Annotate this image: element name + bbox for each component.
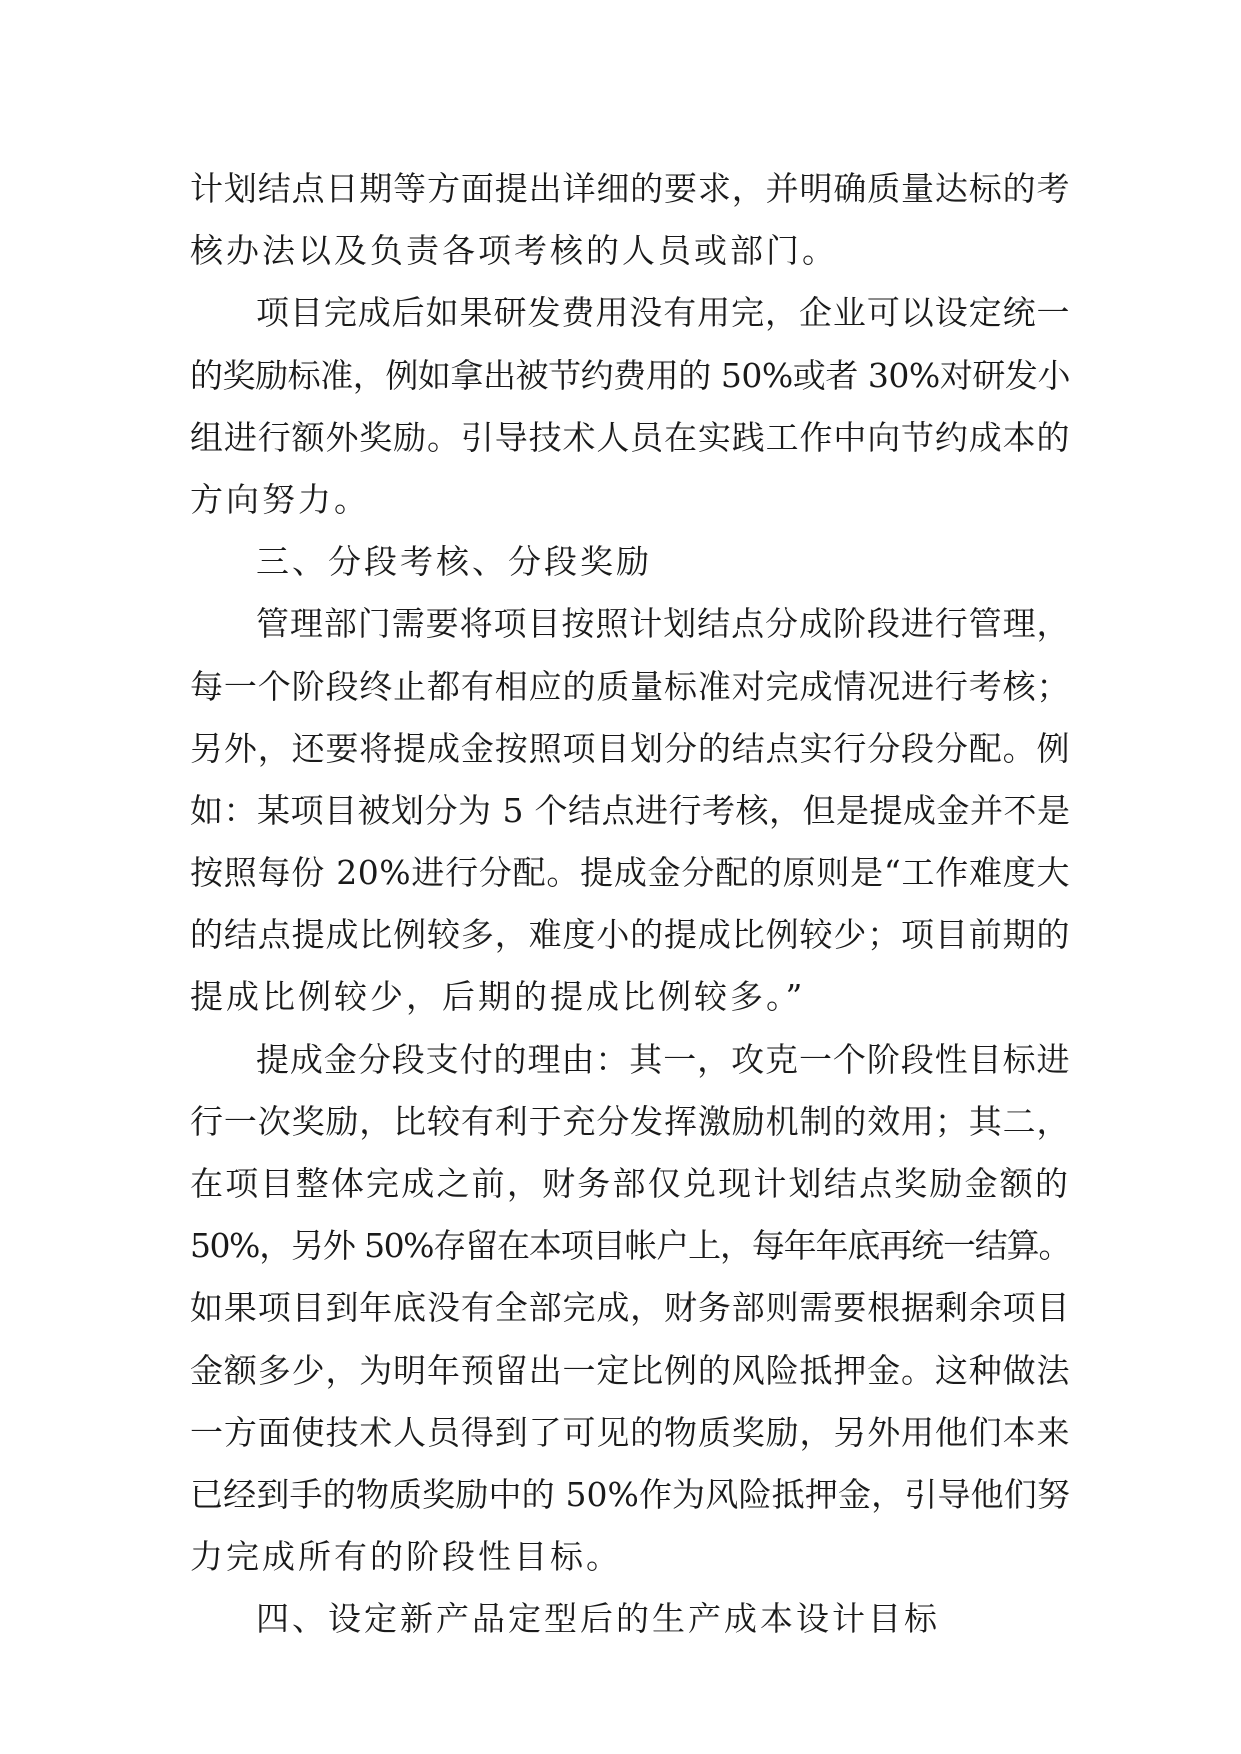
text-line: 提成比例较少，后期的提成比例较多。” (190, 977, 806, 1017)
text-line: 提成金分段支付的理由：其一，攻克一个阶段性目标进 (256, 1039, 1070, 1079)
text-line: 方向努力。 (190, 479, 370, 519)
text-line: 金额多少，为明年预留出一定比例的风险抵押金。这种做法 (190, 1350, 1070, 1390)
text-line: 一方面使技术人员得到了可见的物质奖励，另外用他们本来 (190, 1412, 1070, 1452)
text-line: 三、分段考核、分段奖励 (256, 542, 652, 582)
text-line: 的结点提成比例较多，难度小的提成比例较少；项目前期的 (190, 915, 1070, 955)
text-line: 已经到手的物质奖励中的 50%作为风险抵押金，引导他们努 (190, 1474, 1070, 1514)
text-line: 计划结点日期等方面提出详细的要求，并明确质量达标的考 (190, 169, 1070, 208)
text-line: 组进行额外奖励。引导技术人员在实践工作中向节约成本的 (190, 417, 1070, 457)
text-line: 核办法以及负责各项考核的人员或部门。 (190, 231, 838, 271)
text-line: 每一个阶段终止都有相应的质量标准对完成情况进行考核； (190, 666, 1070, 706)
body-text (190, 158, 1070, 1651)
text-line: 四、设定新产品定型后的生产成本设计目标 (256, 1599, 940, 1639)
text-line: 项目完成后如果研发费用没有用完，企业可以设定统一 (256, 293, 1070, 333)
text-line: 行一次奖励，比较有利于充分发挥激励机制的效用；其二， (190, 1101, 1070, 1141)
text-line: 在项目整体完成之前，财务部仅兑现计划结点奖励金额的 (190, 1164, 1070, 1203)
text-line: 力完成所有的阶段性目标。 (190, 1537, 622, 1577)
text-line: 管理部门需要将项目按照计划结点分成阶段进行管理， (256, 604, 1070, 644)
text-line: 如果项目到年底没有全部完成，财务部则需要根据剩余项目 (190, 1288, 1070, 1328)
text-line: 的奖励标准，例如拿出被节约费用的 50%或者 30%对研发小 (190, 355, 1070, 395)
text-line: 按照每份 20%进行分配。提成金分配的原则是“工作难度大 (190, 853, 1070, 893)
text-line: 另外，还要将提成金按照项目划分的结点实行分段分配。例 (190, 728, 1070, 768)
text-line: 如：某项目被划分为 5 个结点进行考核，但是提成金并不是 (190, 790, 1070, 830)
text-line: 50%，另外 50%存留在本项目帐户上，每年年底再统一结算。 (190, 1226, 1070, 1266)
